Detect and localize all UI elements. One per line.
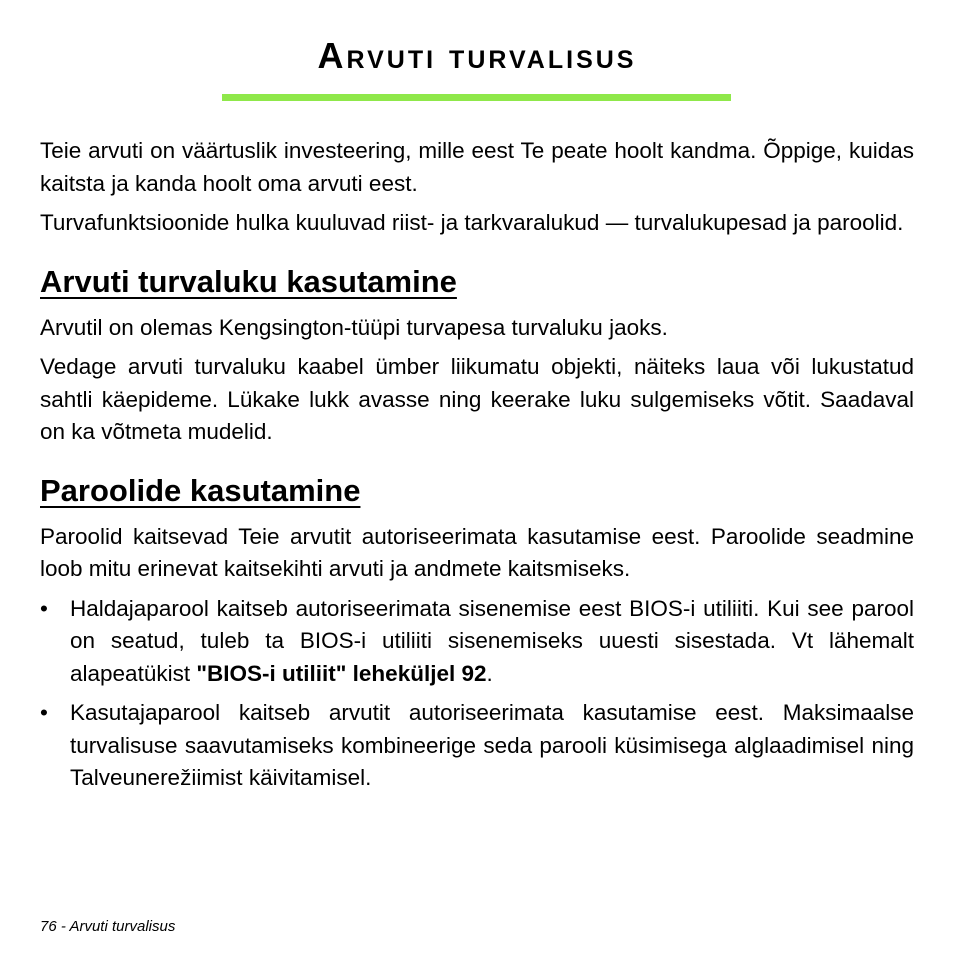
- intro-paragraph-1: Teie arvuti on väärtuslik investeering, mille eest Te peate hoolt kandma. Õppige, kuidas kaitsta ja kanda hoolt oma arvuti eest.: [40, 138, 914, 196]
- section-heading-security-lock: Arvuti turvaluku kasutamine: [40, 263, 457, 299]
- list-item-user-password: [40, 697, 914, 795]
- bios-utility-page-reference[interactable]: "BIOS-i utiliit" leheküljel 92: [196, 660, 487, 686]
- bullet-text-end: .: [486, 660, 493, 686]
- lock-paragraph-2: Vedage arvuti turvaluku kaabel ümber liikumatu objekti, näiteks laua või lukustatud sahtli käepideme. Lükake lukk avasse ning keerake luku sulgemiseks võtit. Saadaval on ka võtmeta mudelid.: [40, 354, 914, 444]
- bullet-icon: •: [40, 595, 48, 621]
- bullet-text: Kasutajaparool kaitseb arvutit autoriseerimata kasutamise eest. Maksimaalse turvalisuse saavutamiseks kombineerige seda parooli küsimisega alglaadimisel ning Talveunerežiimist käivitamisel.: [70, 700, 914, 790]
- bullet-icon: •: [40, 700, 48, 725]
- section-heading-passwords: Paroolide kasutamine: [40, 472, 361, 508]
- list-item-supervisor-password: [40, 593, 914, 691]
- page-content: [40, 135, 914, 802]
- title-underline-bar: [222, 94, 731, 101]
- lock-paragraph-1: Arvutil on olemas Kengsington-tüüpi turvapesa turvaluku jaoks.: [40, 314, 668, 340]
- page-footer: 76 - Arvuti turvalisus: [40, 918, 176, 935]
- chapter-title: Arvuti turvalisus: [317, 35, 637, 76]
- password-types-list: [40, 593, 914, 795]
- bullet-text: Haldajaparool kaitseb autoriseerimata sisenemise eest BIOS-i utiliiti. Kui see parool on seatud, tuleb ta BIOS-i utiliiti sisenemiseks uuesti sisestada. Vt lähemalt alapeatükist: [70, 595, 914, 686]
- passwords-paragraph-1: Paroolid kaitsevad Teie arvutit autoriseerimata kasutamise eest. Paroolide seadmine loob mitu erinevat kaitsekihti arvuti ja andmete kaitsmiseks.: [40, 523, 914, 581]
- intro-paragraph-2: Turvafunktsioonide hulka kuuluvad riist- ja tarkvaralukud — turvalukupesad ja paroolid.: [40, 210, 904, 235]
